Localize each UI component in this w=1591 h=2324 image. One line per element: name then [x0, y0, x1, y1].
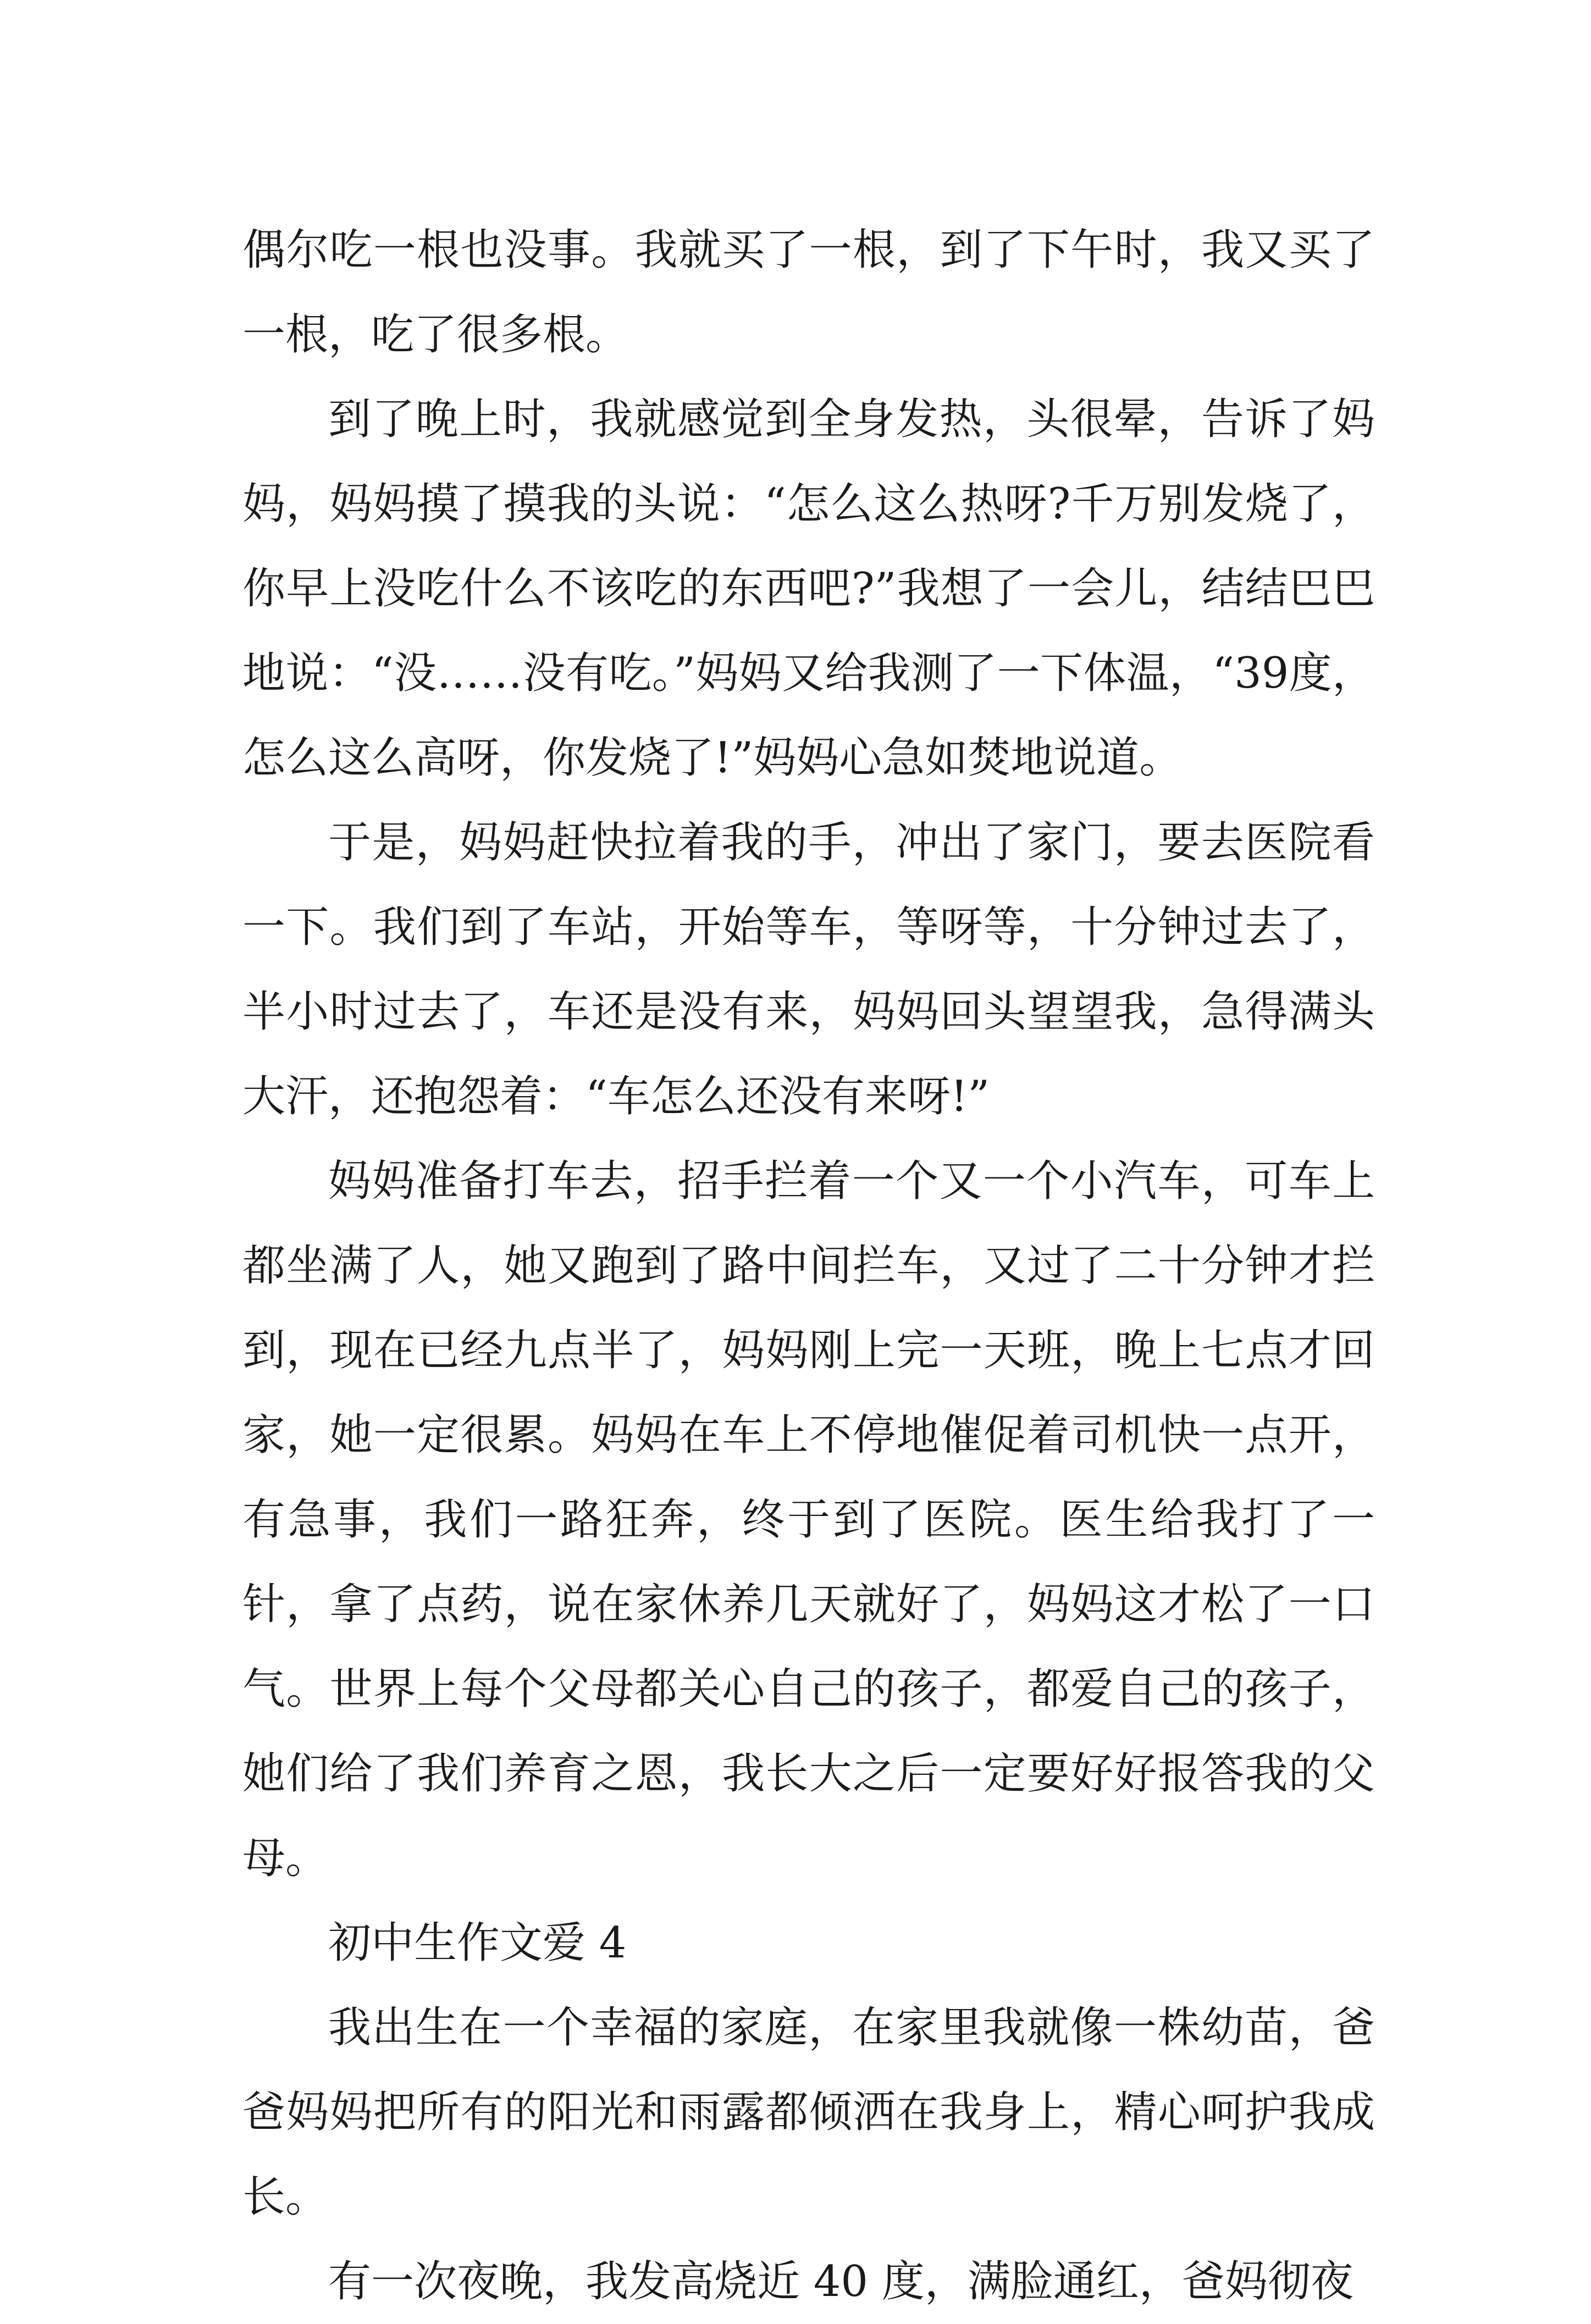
paragraph-5: 我出生在一个幸福的家庭，在家里我就像一株幼苗，爸爸妈妈把所有的阳光和雨露都倾洒在我身上，精心呵护我成长。: [242, 2003, 1375, 2222]
paragraph-1: 偶尔吃一根也没事。我就买了一根，到了下午时，我又买了一根，吃了很多根。: [242, 225, 1375, 359]
section-heading: 初中生作文爱 4: [328, 1918, 627, 1968]
paragraph-4: 妈妈准备打车去，招手拦着一个又一个小汽车，可车上都坐满了人，她又跑到了路中间拦车，又过了二十分钟才拦到，现在已经九点半了，妈妈刚上完一天班，晚上七点才回家，她一定很累。妈妈在车上不停地催促着司机快一点开，有急事，我们一路狂奔，终于到了医院。医生给我打了一针，拿了点药，说在家休养几天就好了，妈妈这才松了一口气。世界上每个父母都关心自己的孩子，都爱自己的孩子，她们给了我们养育之恩，我长大之后一定要好好报答我的父母。: [242, 1157, 1375, 1883]
paragraph-2: 到了晚上时，我就感觉到全身发热，头很晕，告诉了妈妈，妈妈摸了摸我的头说：“怎么这么热呀?千万别发烧了，你早上没吃什么不该吃的东西吧?”我想了一会儿，结结巴巴地说：“没……没有吃。”妈妈又给我测了一下体温，“39度，怎么这么高呀，你发烧了!”妈妈心急如焚地说道。: [242, 395, 1375, 783]
document-body: [242, 208, 1375, 2324]
paragraph-3: 于是，妈妈赶快拉着我的手，冲出了家门，要去医院看一下。我们到了车站，开始等车，等呀等，十分钟过去了，半小时过去了，车还是没有来，妈妈回头望望我，急得满头大汗，还抱怨着：“车怎么还没有来呀!”: [242, 818, 1375, 1121]
paragraph-6: 有一次夜晚，我发高烧近 40 度，满脸通红，爸妈彻夜: [328, 2257, 1354, 2306]
